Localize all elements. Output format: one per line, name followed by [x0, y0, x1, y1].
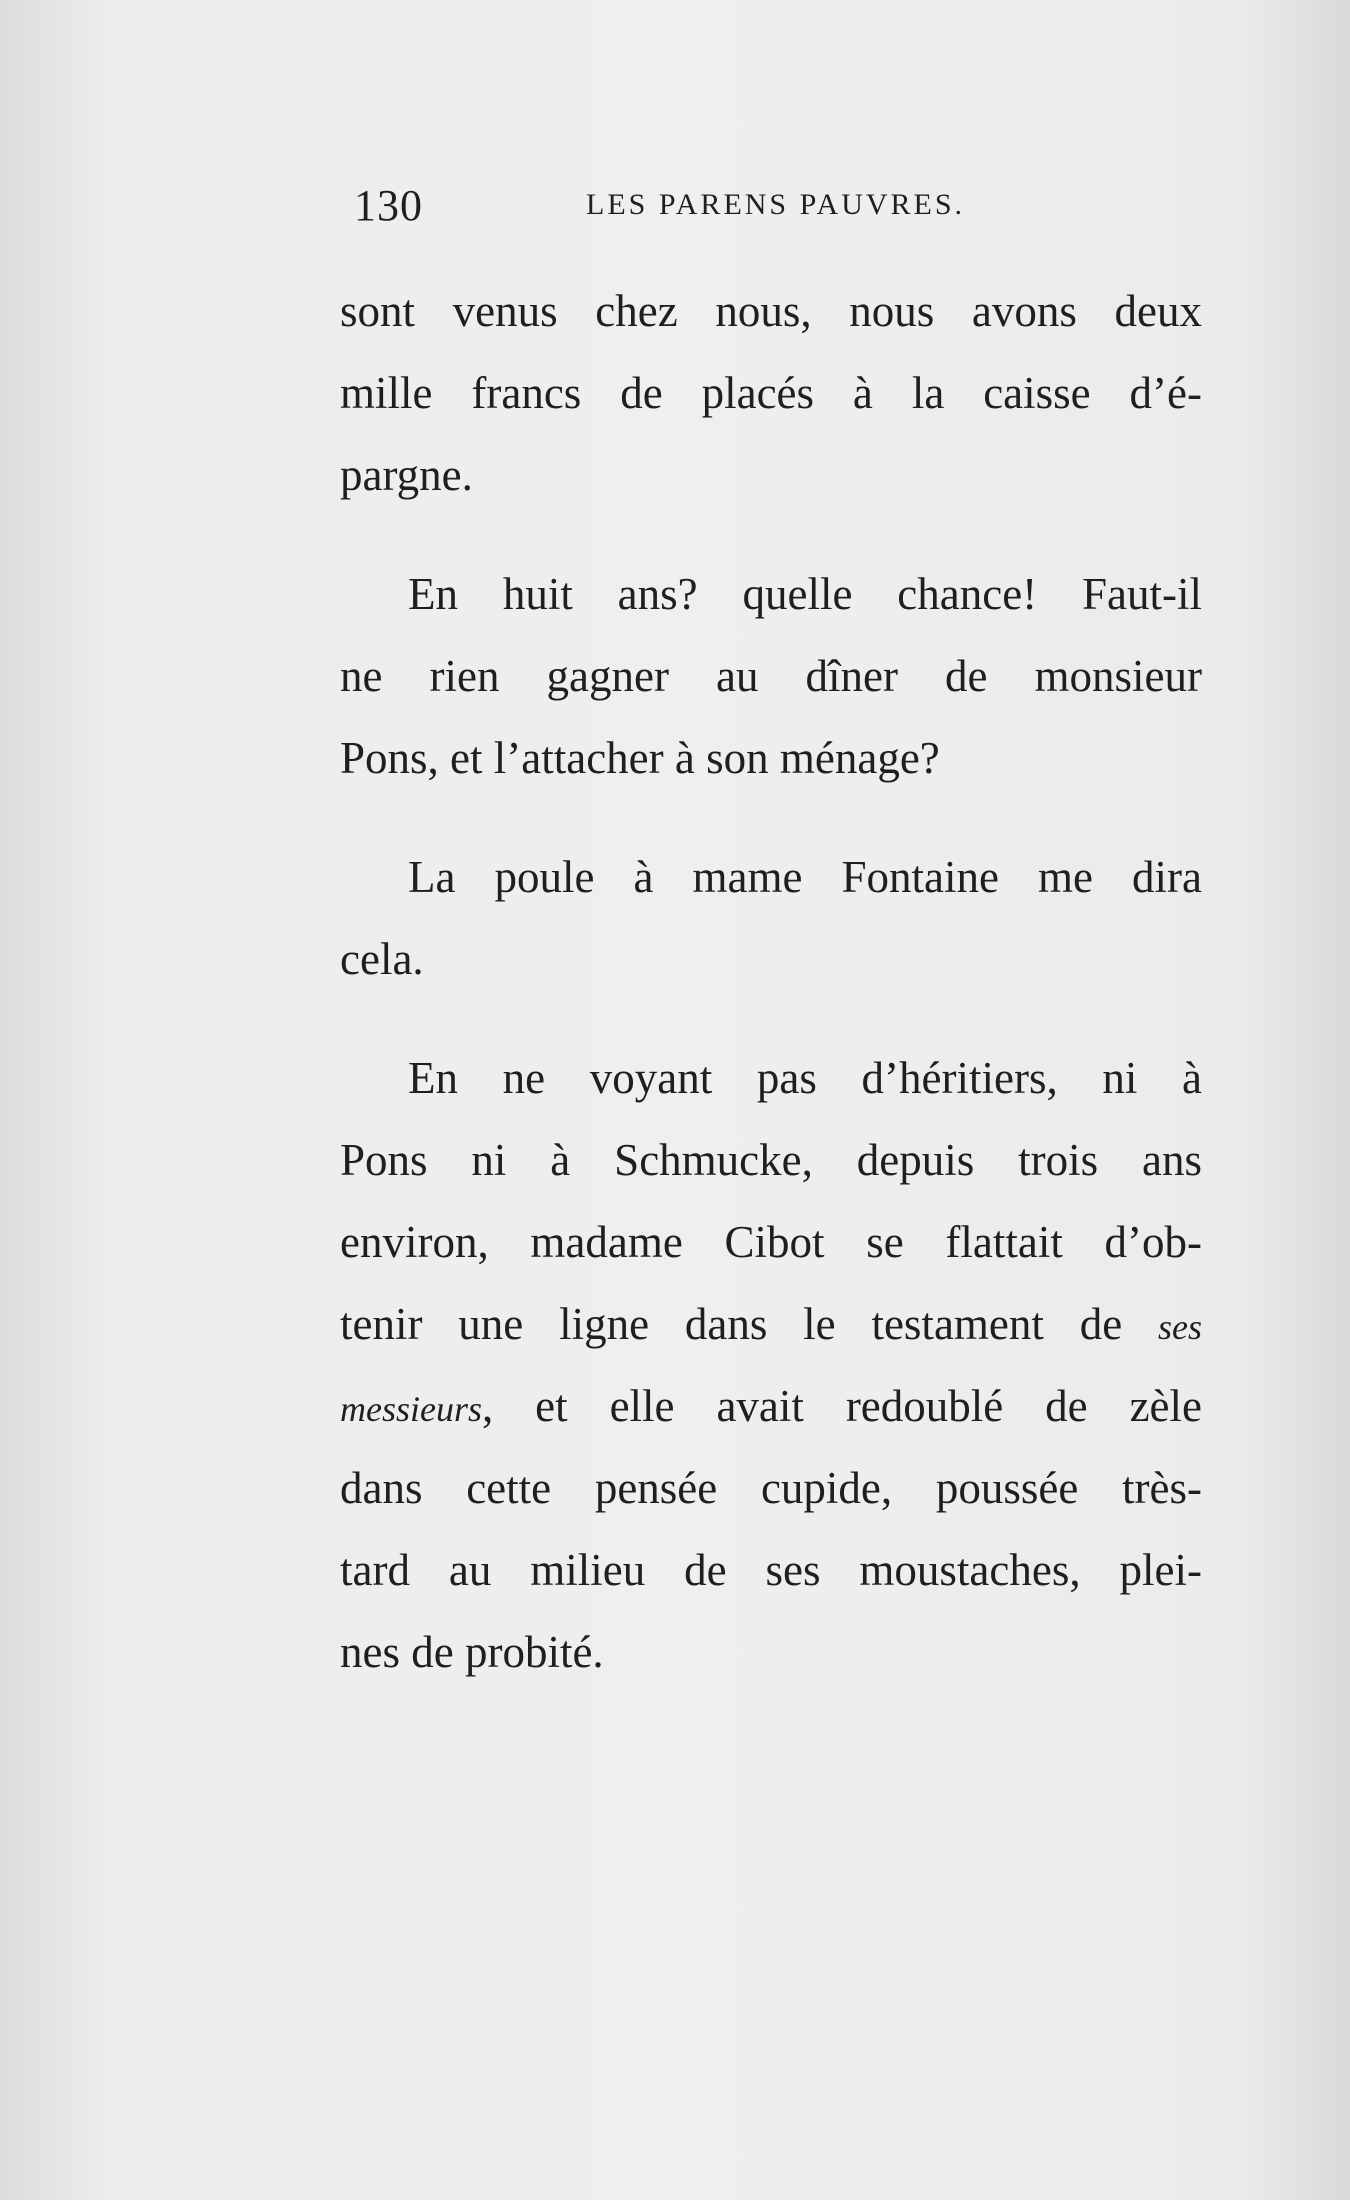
text-line: Pons ni à Schmucke, depuis trois ans — [340, 1135, 1202, 1185]
text-line: sont venus chez nous, nous avons deux — [340, 286, 1202, 336]
text-line: mille francs de placés à la caisse d’é- — [340, 368, 1202, 418]
italic-word: ses — [1158, 1307, 1202, 1347]
body-text — [340, 270, 1202, 1693]
text-segment: tenir une ligne dans le testament de — [340, 1299, 1158, 1349]
text-line — [340, 1283, 1202, 1365]
text-line: En ne voyant pas d’héritiers, ni à — [408, 1053, 1202, 1103]
running-head: LES PARENS PAUVRES. — [586, 188, 966, 221]
text-line — [340, 1365, 1202, 1447]
text-line: En huit ans? quelle chance! Faut-il — [408, 569, 1202, 619]
text-line: cela. — [340, 934, 424, 984]
text-line: La poule à mame Fontaine me dira — [408, 852, 1202, 902]
text-line: environ, madame Cibot se flattait d’ob- — [340, 1217, 1202, 1267]
page-header — [340, 180, 1008, 232]
text-segment: , et elle avait redoublé de zèle — [482, 1381, 1202, 1431]
text-line: Pons, et l’attacher à son ménage? — [340, 733, 940, 783]
text-line: dans cette pensée cupide, poussée très- — [340, 1463, 1202, 1513]
text-line: ne rien gagner au dîner de monsieur — [340, 651, 1202, 701]
italic-word: messieurs — [340, 1389, 482, 1429]
page-number: 130 — [354, 181, 423, 230]
text-line: pargne. — [340, 450, 473, 500]
text-line: tard au milieu de ses moustaches, plei- — [340, 1545, 1202, 1595]
text-line: nes de probité. — [340, 1627, 604, 1677]
